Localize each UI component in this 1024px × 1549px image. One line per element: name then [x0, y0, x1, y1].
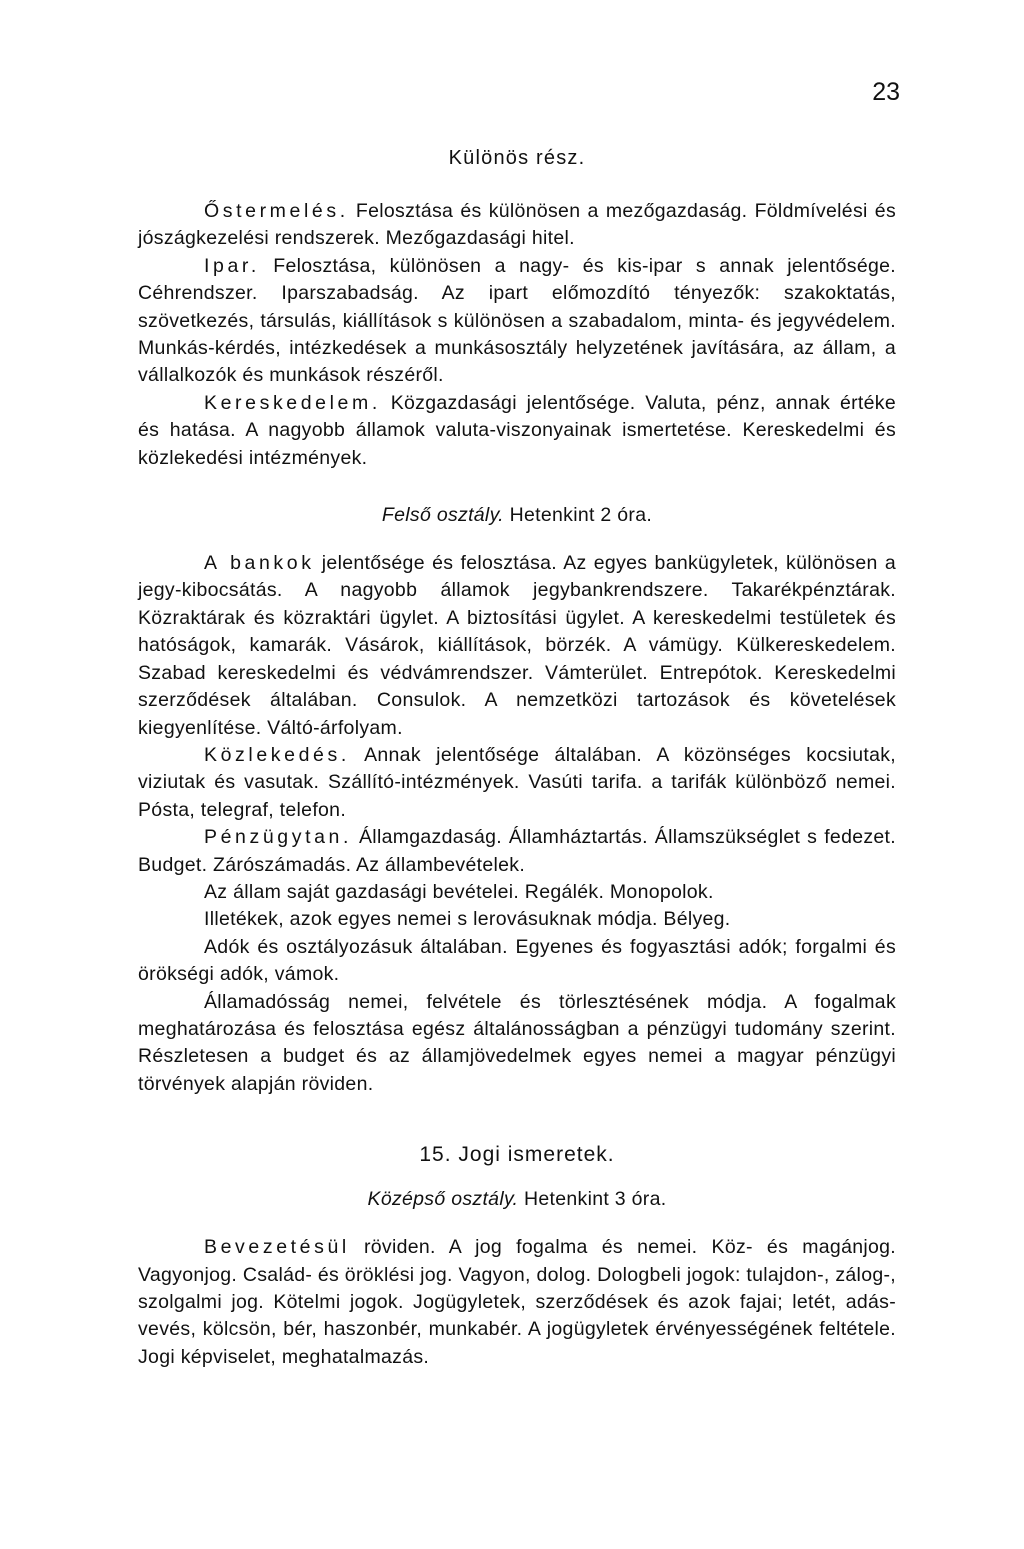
grade-label: Középső osztály. [367, 1188, 519, 1211]
grade-label: Felső osztály. [381, 504, 504, 527]
paragraph-text: Felosztása és különösen a mezőgazdaság. Földmívelési és jószágkezelési rendszerek. Mezőgazdasági hitel. [138, 200, 896, 250]
topic-lead: Közlekedés. [204, 743, 350, 766]
topic-lead: Ipar. [204, 254, 260, 277]
hours-label: Hetenkint 3 óra. [518, 1188, 667, 1211]
paragraph-text: röviden. A jog fogalma és nemei. Köz- és magánjog. Vagyonjog. Család- és öröklési jog. Vagyon, dolog. Dologbeli jogok: tulajdon-, zálog-, szolgalmi jog. Kötelmi jogok. Jogügyletek, szerződések és azok fajai; letét, adás-vevés, kölcsön, bér, haszonbér, munkabér. A jogügyletek érvényességének feltétele. Jogi képviselet, meghatalmazás. [138, 1236, 896, 1368]
paragraph-penzugytan [138, 824, 896, 879]
paragraph-bevetelek [138, 879, 896, 906]
paragraph-illetekek [138, 906, 896, 933]
topic-lead: Pénzügytan. [204, 826, 353, 849]
paragraph-bankok [138, 550, 896, 742]
paragraph-kozlekedes [138, 742, 896, 824]
topic-lead: Őstermelés. [204, 200, 349, 222]
paragraph-text: Adók és osztályozásuk általában. Egyenes és fogyasztási adók; forgalmi és örökségi adók, vámok. [138, 935, 896, 986]
section-jogi-ismeretek [138, 1234, 896, 1371]
topic-lead: A bankok [204, 552, 315, 575]
section-overview [138, 198, 896, 472]
paragraph-text: Közgazdasági jelentősége. Valuta, pénz, annak értéke és hatása. A nagyobb államok valuta-viszonyainak ismertetése. Kereskedelmi és közlekedési intézmények. [138, 391, 896, 469]
paragraph-bevezetesul [138, 1234, 896, 1371]
section-upper-class [138, 550, 896, 1098]
page-number: 23 [872, 78, 900, 106]
paragraph-allamadossag [138, 989, 896, 1099]
topic-lead: Bevezetésül [204, 1236, 350, 1259]
paragraph-text: Államadósság nemei, felvétele és törlesztésének módja. A fogalmak meghatározása és felosztása egész általánosságban a pénzügyi tudomány szerint. Részletesen a budget és az államjövedelmek egyes nemei a magyar pénzügyi törvények alapján röviden. [138, 990, 896, 1095]
hours-label: Hetenkint 2 óra. [503, 504, 653, 527]
middle-class-line [138, 1182, 896, 1216]
paragraph-text: jelentősége és felosztása. Az egyes bankügyletek, különösen a jegy-kibocsátás. A nagyobb államok jegybankrendszere. Takarékpénztárak. Közraktárak és közraktári ügylet. A biztosítási ügylet. A kereskedelmi testületek és hatóságok, kamarák. Vásárok, kiállítások, börzék. A vámügy. Külkereskedelem. Szabad kereskedelmi és védvámrendszer. Vámterület. Entrepótok. Kereskedelmi szerződések általában. Consulok. A nemzetközi tartozások és követelések kiegyenlítése. Váltó-árfolyam. [138, 552, 897, 739]
paragraph-text: Illetékek, azok egyes nemei s lerovásuknak módja. Bélyeg. [204, 908, 731, 931]
paragraph-text: Államgazdaság. Államháztartás. Államszükséglet s fedezet. Budget. Zárószámadás. Az állambevételek. [138, 826, 896, 876]
section-heading: Különös rész. [448, 147, 586, 169]
paragraph-ostermeles [138, 198, 896, 253]
upper-class-line [138, 498, 896, 532]
paragraph-text: Felosztása, különösen a nagy- és kis-ipar s annak jelentősége. Céhrendszer. Iparszabadság. Az ipart előmozdító tényezők: szakoktatás, szövetkezés, társulás, kiállítások s különösen a szabadalom, minta- és jegyvédelem. Munkás-kérdés, intézkedések a munkásosztály helyzetének javítására, az állam, a vállalkozók és munkások részéről. [138, 254, 896, 387]
paragraph-text: Az állam saját gazdasági bevételei. Regálék. Monopolok. [204, 880, 714, 903]
paragraph-text: Annak jelentősége általában. A közönséges kocsiutak, viziutak és vasutak. Szállító-intézmények. Vasúti tarifa. a tarifák különböző nemei. Pósta, telegraf, telefon. [138, 743, 896, 821]
topic-lead: Kereskedelem. [204, 391, 381, 414]
paragraph-ipar [138, 253, 896, 390]
section-title-jogi-ismeretek: 15. Jogi ismeretek. [419, 1143, 615, 1167]
paragraph-adok [138, 934, 896, 989]
page-content [138, 140, 896, 1371]
paragraph-kereskedelem [138, 390, 896, 472]
